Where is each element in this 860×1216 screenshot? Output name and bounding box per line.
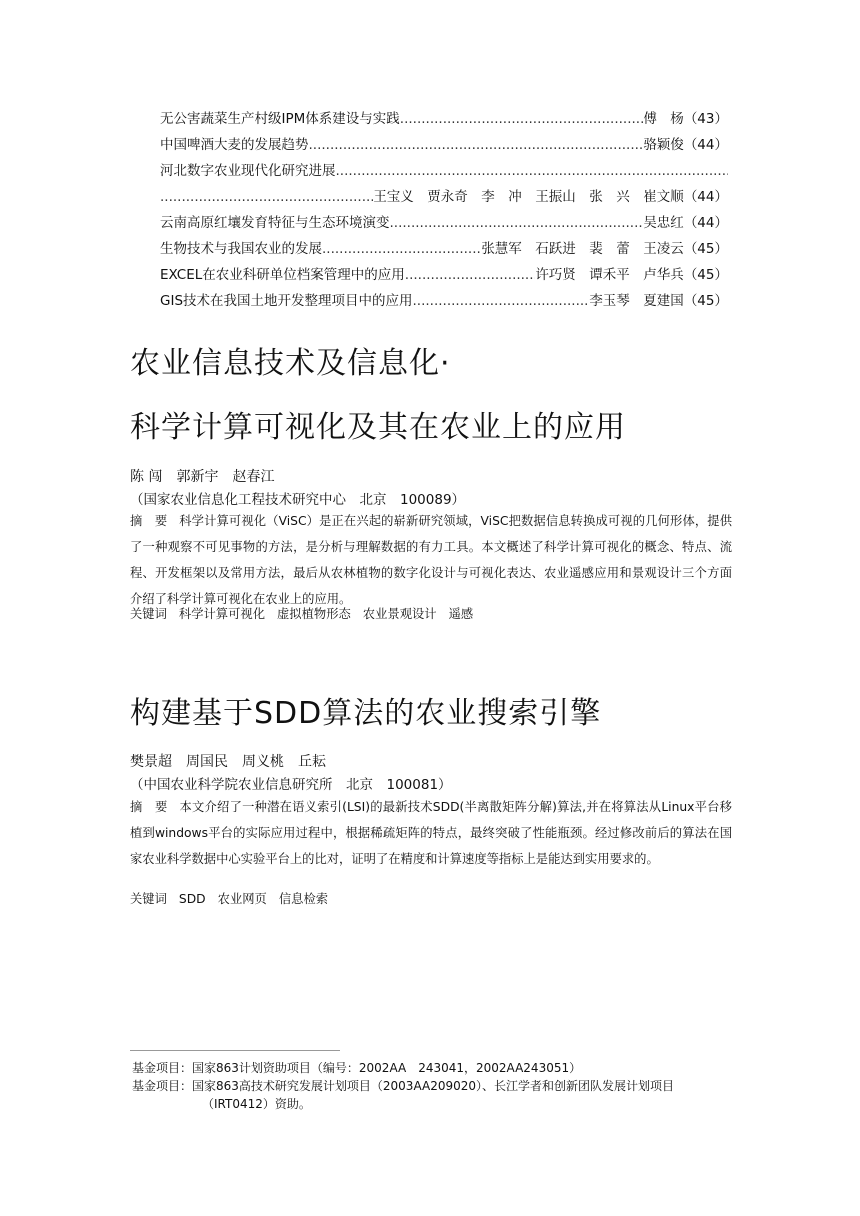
footnote-continuation: （IRT0412）资助。: [202, 1097, 311, 1111]
article-title: 科学计算可视化及其在农业上的应用: [130, 410, 626, 445]
toc-entry-page: （45）: [683, 267, 728, 283]
abstract-text: 科学计算可视化（ViSC）是正在兴起的崭新研究领域，ViSC把数据信息转换成可视的几何形体，提供了一种观察不可见事物的方法，是分析与理解数据的有力工具。本文概述了科学计算可视化的概念、特点、流程、开发框架以及常用方法，最后从农林植物的数字化设计与可视化表达、农业遥感应用和景观设计三个方面介绍了科学计算可视化在农业上的应用。: [130, 514, 732, 606]
toc-entry[interactable]: [160, 236, 728, 262]
toc-entry-title: GIS技术在我国土地开发整理项目中的应用: [160, 293, 413, 309]
dot-leader: [400, 106, 644, 132]
keyword: 虚拟植物形态: [277, 607, 351, 621]
toc-entry-title: 河北数字农业现代化研究进展: [160, 163, 336, 179]
abstract-label: 摘 要: [130, 800, 168, 814]
toc-entry-author: 王宝义 贾永奇 李 冲 王振山 张 兴 崔文顺: [373, 189, 684, 205]
footnote-divider: [130, 1050, 340, 1051]
toc-entry-continuation[interactable]: [160, 184, 728, 210]
toc-entry-title: 中国啤酒大麦的发展趋势: [160, 137, 309, 153]
dot-leader: [309, 132, 644, 158]
keyword: 信息检索: [278, 892, 329, 906]
toc-entry-title: 生物技术与我国农业的发展: [160, 241, 322, 257]
toc-entry-author: 许巧贤 谭禾平 卢华兵: [535, 267, 684, 283]
toc-entry-page: （45）: [683, 293, 728, 309]
keyword: SDD: [178, 892, 206, 906]
toc-entry-title: EXCEL在农业科研单位档案管理中的应用: [160, 267, 405, 283]
article-title: 构建基于SDD算法的农业搜索引擎: [130, 696, 602, 731]
keywords-label: 关键词: [130, 607, 167, 621]
dot-leader: [160, 184, 373, 210]
keyword: 科学计算可视化: [178, 607, 265, 621]
toc-entry[interactable]: [160, 158, 728, 184]
dot-leader: [413, 288, 590, 314]
toc-entry-author: 骆颖俊: [643, 137, 684, 153]
article-abstract: [130, 794, 732, 872]
toc-entry[interactable]: [160, 210, 728, 236]
article-authors: 樊景超 周国民 周义桃 丘耘: [130, 754, 326, 770]
toc-entry[interactable]: [160, 262, 728, 288]
keywords-label: 关键词: [130, 892, 167, 906]
article-authors: 陈 闯 郭新宇 赵春江: [130, 469, 275, 485]
keyword: 遥感: [448, 607, 474, 621]
footnote: 基金项目：国家863高技术研究发展计划项目（2003AA209020）、长江学者和创新团队发展计划项目: [132, 1079, 675, 1093]
toc-entry-title: 无公害蔬菜生产村级IPM体系建设与实践: [160, 111, 400, 127]
abstract-text: 本文介绍了一种潜在语义索引(LSI)的最新技术SDD(半离散矩阵分解)算法,并在将算法从Linux平台移植到windows平台的实际应用过程中，根据稀疏矩阵的特点，最终突破了性能瓶颈。经过修改前后的算法在国家农业科学数据中心实验平台上的比对，证明了在精度和计算速度等指标上是能达到实用要求的。: [130, 800, 732, 866]
footnote: 基金项目：国家863计划资助项目（编号：2002AA 243041，2002AA243051）: [132, 1061, 582, 1075]
table-of-contents: [160, 106, 728, 314]
dot-leader: [336, 158, 729, 184]
toc-entry[interactable]: [160, 106, 728, 132]
article-keywords: [130, 889, 328, 907]
keyword: 农业景观设计: [362, 607, 437, 621]
toc-entry-page: （44）: [683, 137, 728, 153]
dot-leader: [322, 236, 481, 262]
article-affiliation: （国家农业信息化工程技术研究中心 北京 100089）: [130, 492, 466, 508]
toc-entry-page: （45）: [683, 241, 728, 257]
toc-entry-page: （43）: [683, 111, 728, 127]
toc-entry-title: 云南高原红壤发育特征与生态环境演变: [160, 215, 390, 231]
toc-entry-page: （44）: [683, 215, 728, 231]
toc-entry-author: 李玉琴 夏建国: [589, 293, 684, 309]
abstract-label: 摘 要: [130, 514, 168, 528]
article-affiliation: （中国农业科学院农业信息研究所 北京 100081）: [130, 777, 452, 793]
dot-leader: [405, 262, 536, 288]
dot-leader: [390, 210, 644, 236]
section-heading: 农业信息技术及信息化·: [130, 346, 451, 381]
toc-entry-page: （44）: [683, 189, 728, 205]
article-abstract: [130, 508, 732, 612]
toc-entry-author: 张慧军 石跃进 裴 蕾 王凌云: [481, 241, 684, 257]
article-keywords: [130, 604, 473, 622]
toc-entry[interactable]: [160, 132, 728, 158]
toc-entry-author: 吴忠红: [643, 215, 684, 231]
toc-entry-author: 傅 杨: [643, 111, 684, 127]
toc-entry[interactable]: [160, 288, 728, 314]
keyword: 农业网页: [217, 892, 267, 906]
